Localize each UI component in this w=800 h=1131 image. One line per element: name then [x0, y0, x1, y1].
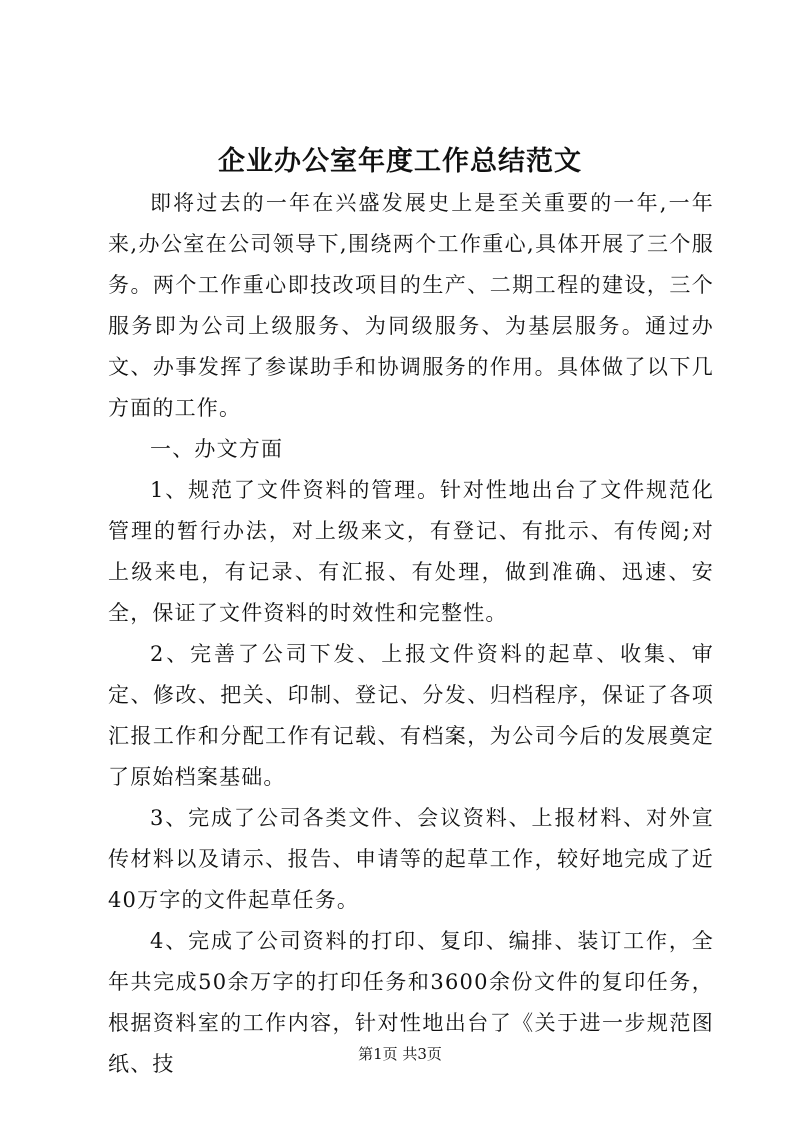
paragraph-item-4: 4、完成了公司资料的打印、复印、编排、装订工作，全年共完成50余万字的打印任务和3600余份文件的复印任务，根据资料室的工作内容，针对性地出台了《关于进一步规范图纸、技	[108, 929, 714, 1076]
paragraph-item-1: 1、规范了文件资料的管理。针对性地出台了文件规范化管理的暂行办法，对上级来文，有登记、有批示、有传阅;对上级来电，有记录、有汇报、有处理，做到准确、迅速、安全，保证了文件资料的时效性和完整性。	[108, 478, 714, 625]
paragraph-intro: 即将过去的一年在兴盛发展史上是至关重要的一年,一年来,办公室在公司领导下,围绕两个工作重心,具体开展了三个服务。两个工作重心即技改项目的生产、二期工程的建设，三个服务即为公司上级服务、为同级服务、为基层服务。通过办文、办事发挥了参谋助手和协调服务的作用。具体做了以下几方面的工作。	[108, 191, 714, 420]
paragraph-item-2: 2、完善了公司下发、上报文件资料的起草、收集、审定、修改、把关、印制、登记、分发、归档程序，保证了各项汇报工作和分配工作有记载、有档案，为公司今后的发展奠定了原始档案基础。	[108, 642, 714, 789]
section-heading-document-work: 一、办文方面	[150, 437, 284, 461]
page-number-footer: 第1页 共3页	[358, 1045, 442, 1063]
document-title: 企业办公室年度工作总结范文	[218, 146, 582, 177]
paragraph-item-3: 3、完成了公司各类文件、会议资料、上报材料、对外宣传材料以及请示、报告、申请等的起草工作，较好地完成了近40万字的文件起草任务。	[108, 806, 714, 912]
document-body	[108, 183, 714, 1085]
